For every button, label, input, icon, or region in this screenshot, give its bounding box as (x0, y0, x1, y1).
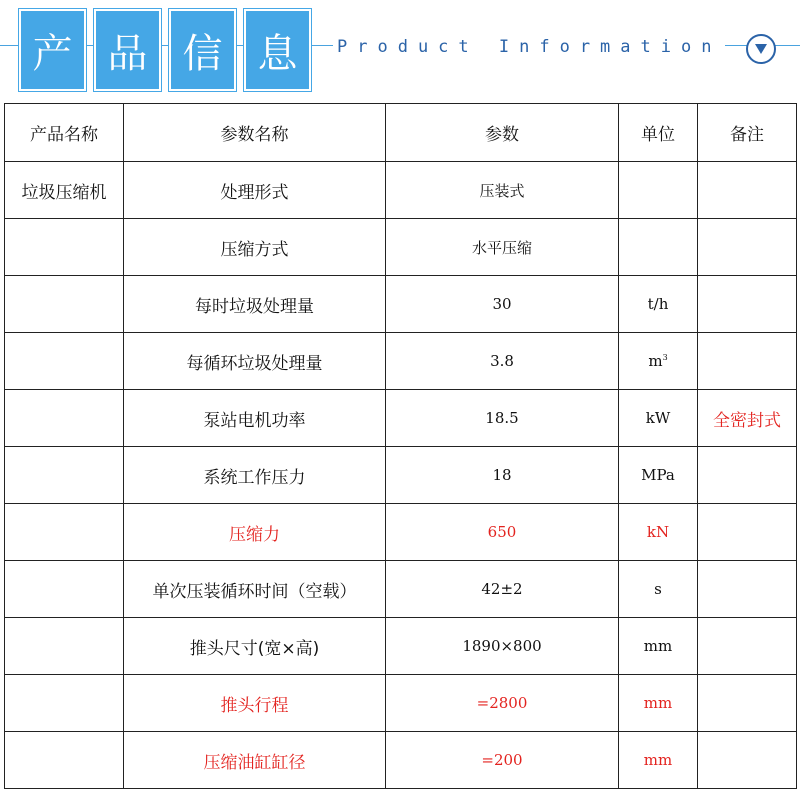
cell-param-value: 1890×800 (386, 618, 619, 675)
cell-unit: kN (619, 504, 698, 561)
cell-unit: $m^3$ (619, 333, 698, 390)
table-row (5, 504, 797, 561)
chevron-down-icon (754, 43, 768, 55)
cell-param-name: 每时垃圾处理量 (124, 276, 386, 333)
table-row (5, 447, 797, 504)
column-header-product: 产品名称 (5, 104, 124, 162)
cell-param-value: =2800 (386, 675, 619, 732)
cell-param-value: 水平压缩 (386, 219, 619, 276)
table-row (5, 561, 797, 618)
column-header-unit: 单位 (619, 104, 698, 162)
table-row (5, 333, 797, 390)
cell-product-name: 垃圾压缩机 (5, 162, 124, 219)
cell-product-name (5, 333, 124, 390)
cell-product-name (5, 618, 124, 675)
cell-param-value: 650 (386, 504, 619, 561)
chevron-down-circle-icon[interactable] (746, 34, 776, 64)
cell-note (698, 333, 797, 390)
cell-unit: s (619, 561, 698, 618)
cell-param-value: =200 (386, 732, 619, 789)
header-subtitle: Product Information (333, 36, 725, 58)
cell-param-name: 泵站电机功率 (124, 390, 386, 447)
cell-param-name: 系统工作压力 (124, 447, 386, 504)
cell-product-name (5, 447, 124, 504)
cell-param-value: 3.8 (386, 333, 619, 390)
cell-unit: mm (619, 618, 698, 675)
table-row (5, 276, 797, 333)
cell-product-name (5, 675, 124, 732)
table-row (5, 390, 797, 447)
unit-superscript: 3 (662, 353, 668, 362)
title-char-4: 息 (244, 9, 311, 91)
table-row (5, 732, 797, 789)
table-row (5, 675, 797, 732)
cell-note (698, 219, 797, 276)
cell-param-name: 处理形式 (124, 162, 386, 219)
table-header-row (5, 104, 797, 162)
cell-note (698, 276, 797, 333)
cell-unit: kW (619, 390, 698, 447)
title-char-1: 产 (19, 9, 86, 91)
spec-table (4, 103, 797, 789)
cell-note (698, 732, 797, 789)
title-char-3: 信 (169, 9, 236, 91)
cell-product-name (5, 732, 124, 789)
cell-param-value: 18 (386, 447, 619, 504)
cell-unit: MPa (619, 447, 698, 504)
cell-product-name (5, 219, 124, 276)
table-row (5, 618, 797, 675)
cell-product-name (5, 276, 124, 333)
cell-product-name (5, 504, 124, 561)
title-char-2: 品 (94, 9, 161, 91)
cell-param-value: 30 (386, 276, 619, 333)
cell-note (698, 447, 797, 504)
column-header-note: 备注 (698, 104, 797, 162)
cell-param-name: 每循环垃圾处理量 (124, 333, 386, 390)
cell-param-name: 压缩方式 (124, 219, 386, 276)
cell-note (698, 561, 797, 618)
cell-unit (619, 219, 698, 276)
cell-param-name: 推头尺寸(宽×高) (124, 618, 386, 675)
cell-param-name: 推头行程 (124, 675, 386, 732)
cell-param-value: 42±2 (386, 561, 619, 618)
cell-unit (619, 162, 698, 219)
cell-param-name: 压缩力 (124, 504, 386, 561)
title-tiles (19, 9, 311, 91)
column-header-value: 参数 (386, 104, 619, 162)
cell-note: 全密封式 (698, 390, 797, 447)
cell-param-value: 压装式 (386, 162, 619, 219)
cell-product-name (5, 390, 124, 447)
cell-param-value: 18.5 (386, 390, 619, 447)
product-info-header (0, 0, 800, 100)
cell-note (698, 504, 797, 561)
table-row (5, 219, 797, 276)
cell-unit: t/h (619, 276, 698, 333)
cell-note (698, 162, 797, 219)
cell-param-name: 单次压装循环时间（空载） (124, 561, 386, 618)
column-header-param: 参数名称 (124, 104, 386, 162)
cell-note (698, 618, 797, 675)
cell-param-name: 压缩油缸缸径 (124, 732, 386, 789)
cell-unit: mm (619, 675, 698, 732)
cell-unit: mm (619, 732, 698, 789)
cell-note (698, 675, 797, 732)
cell-product-name (5, 561, 124, 618)
table-row (5, 162, 797, 219)
